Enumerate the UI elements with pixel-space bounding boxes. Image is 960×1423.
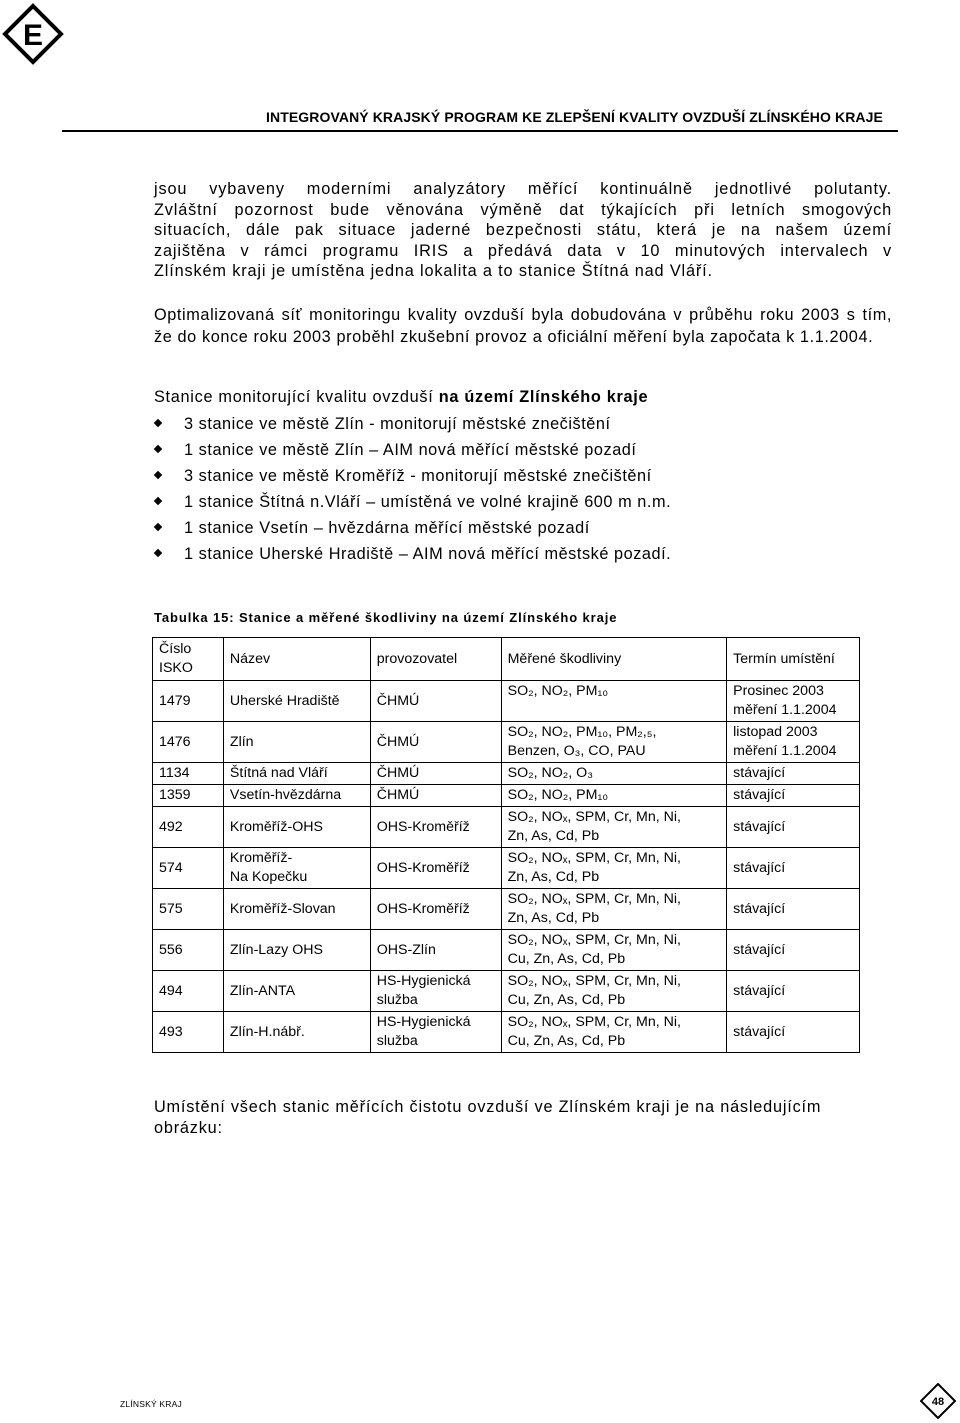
cell-isko xyxy=(153,889,224,930)
paragraph-line: zajištěna v rámci programu IRIS a předává data v 10 minutových intervalech v xyxy=(154,241,892,260)
cell-pollutants xyxy=(501,930,727,971)
cell-name-line: Zlín-Lazy OHS xyxy=(229,941,323,958)
list-item xyxy=(154,438,671,464)
cell-name xyxy=(223,785,370,807)
stations-heading-plain: Stanice monitorující kvalitu ovzduší xyxy=(154,388,439,406)
cell-pollutants xyxy=(501,722,727,763)
list-item xyxy=(154,412,671,438)
cell-operator xyxy=(370,807,501,848)
cell-operator-line: služba xyxy=(376,1033,418,1049)
footer-label: ZLÍNSKÝ KRAJ xyxy=(120,1399,182,1409)
cell-term-line: měření 1.1.2004 xyxy=(733,743,837,759)
cell-term-line: Prosinec 2003 xyxy=(733,683,824,699)
cell-pollutants-line: Zn, As, Cd, Pb xyxy=(507,869,600,885)
cell-isko-line: 574 xyxy=(159,859,183,876)
header-cell-name: Název xyxy=(223,638,370,681)
cell-term xyxy=(727,681,860,722)
table-row xyxy=(153,848,860,889)
cell-operator xyxy=(370,1012,501,1053)
table-row xyxy=(153,681,860,722)
cell-term xyxy=(727,971,860,1012)
cell-isko-line: 1479 xyxy=(159,692,191,709)
cell-pollutants xyxy=(501,889,727,930)
list-item xyxy=(154,464,671,490)
cell-name-line: Uherské Hradiště xyxy=(229,692,340,709)
paragraph-line: Zvláštní pozornost bude věnována výměně dat týkajících při letních smogových xyxy=(154,200,892,219)
header-divider xyxy=(62,130,898,132)
table-header-row xyxy=(153,638,860,681)
cell-operator xyxy=(370,681,501,722)
header-text: ISKO xyxy=(159,660,193,676)
paragraph-text: Optimalizovaná síť monitoringu kvality ovzduší byla dobudována v průběhu roku 2003 s tím, že do konce roku 2003 proběhl zkušební provoz a oficiální měření byla započata k 1.1.2004. xyxy=(154,306,892,346)
cell-operator xyxy=(370,785,501,807)
header-cell-term: Termín umístění xyxy=(727,638,860,681)
cell-operator-line: služba xyxy=(376,992,418,1008)
cell-term-line: listopad 2003 xyxy=(733,724,818,740)
cell-term-line: stávající xyxy=(733,900,786,917)
cell-name xyxy=(223,763,370,785)
cell-term-line: stávající xyxy=(733,765,786,781)
list-item-text: 1 stanice Vsetín – hvězdárna měřící městské pozadí xyxy=(184,519,590,537)
table-row xyxy=(153,889,860,930)
header-text: Číslo xyxy=(159,641,192,657)
cell-pollutants xyxy=(501,807,727,848)
logo-letter: E xyxy=(22,19,44,52)
cell-isko xyxy=(153,681,224,722)
diamond-bullet-icon xyxy=(154,471,162,479)
cell-isko xyxy=(153,971,224,1012)
cell-name-line: Zlín-H.nábř. xyxy=(229,1023,305,1040)
list-item xyxy=(154,490,671,516)
cell-term-line: stávající xyxy=(733,941,786,958)
cell-isko-line: 575 xyxy=(159,900,183,917)
e-logo-icon xyxy=(2,3,64,65)
cell-pollutants xyxy=(501,681,727,722)
cell-operator-line: ČHMÚ xyxy=(376,787,420,803)
page-number: 48 xyxy=(931,1396,945,1408)
cell-pollutants-line: Zn, As, Cd, Pb xyxy=(507,828,600,844)
cell-name-line: Kroměříž-Slovan xyxy=(229,900,336,917)
cell-term xyxy=(727,1012,860,1053)
cell-term-line: stávající xyxy=(733,982,786,999)
list-item-text: 1 stanice Štítná n.Vláří – umístěná ve volné krajině 600 m n.m. xyxy=(184,493,672,511)
paragraph-stations-intro xyxy=(154,179,892,282)
table-row xyxy=(153,1012,860,1053)
cell-term xyxy=(727,930,860,971)
table-row xyxy=(153,722,860,763)
table-row xyxy=(153,930,860,971)
cell-operator-line: OHS-Kroměříž xyxy=(376,900,470,917)
cell-isko xyxy=(153,722,224,763)
cell-isko-line: 492 xyxy=(159,818,183,835)
cell-pollutants xyxy=(501,785,727,807)
table-row xyxy=(153,807,860,848)
table-row xyxy=(153,763,860,785)
cell-name xyxy=(223,807,370,848)
cell-pollutants-line: SO₂, NO₂, O₃ xyxy=(507,765,593,781)
cell-term xyxy=(727,889,860,930)
cell-pollutants-line: SO₂, NOₓ, SPM, Cr, Mn, Ni, xyxy=(507,850,681,866)
header-cell-pollutants: Měřené škodliviny xyxy=(501,638,727,681)
cell-pollutants-line: Benzen, O₃, CO, PAU xyxy=(507,743,646,759)
cell-name xyxy=(223,889,370,930)
cell-isko xyxy=(153,1012,224,1053)
header-cell-isko xyxy=(153,638,224,681)
cell-name xyxy=(223,1012,370,1053)
cell-pollutants-line: SO₂, NOₓ, SPM, Cr, Mn, Ni, xyxy=(507,932,681,948)
cell-operator xyxy=(370,763,501,785)
cell-operator xyxy=(370,930,501,971)
cell-term-line: stávající xyxy=(733,859,786,876)
cell-operator xyxy=(370,889,501,930)
cell-term xyxy=(727,807,860,848)
cell-term xyxy=(727,785,860,807)
diamond-bullet-icon xyxy=(154,497,162,505)
list-item xyxy=(154,516,671,542)
paragraph-line: situacích, dále pak situace jaderné bezpečnosti státu, která je na našem území xyxy=(154,221,892,240)
table-caption: Tabulka 15: Stanice a měřené škodliviny na území Zlínského kraje xyxy=(154,610,618,625)
list-item-text: 3 stanice ve městě Kroměříž - monitorují městské znečištění xyxy=(184,467,652,485)
list-item xyxy=(154,542,671,568)
cell-isko xyxy=(153,930,224,971)
paragraph-line: Zlínském kraji je umístěna jedna lokalita a to stanice Štítná nad Vláří. xyxy=(154,262,713,281)
cell-pollutants-line: Cu, Zn, As, Cd, Pb xyxy=(507,992,626,1008)
cell-name-line: Vsetín-hvězdárna xyxy=(229,787,342,803)
cell-name xyxy=(223,930,370,971)
cell-operator xyxy=(370,971,501,1012)
list-item-text: 1 stanice ve městě Zlín – AIM nová měřící městské pozadí xyxy=(184,441,637,459)
cell-pollutants-line: SO₂, NOₓ, SPM, Cr, Mn, Ni, xyxy=(507,1014,681,1030)
paragraph-optimized-network xyxy=(154,305,892,348)
cell-term-line: stávající xyxy=(733,787,786,803)
cell-pollutants-line: SO₂, NO₂, PM₁₀, PM₂,₅, xyxy=(507,724,657,740)
stations-bullet-list xyxy=(154,412,671,568)
cell-operator xyxy=(370,722,501,763)
diamond-bullet-icon xyxy=(154,549,162,557)
cell-operator-line: ČHMÚ xyxy=(376,733,420,750)
table-body xyxy=(153,681,860,1053)
cell-name xyxy=(223,681,370,722)
cell-pollutants xyxy=(501,763,727,785)
diamond-bullet-icon xyxy=(154,419,162,427)
cell-operator-line: ČHMÚ xyxy=(376,692,420,709)
cell-pollutants-line: SO₂, NOₓ, SPM, Cr, Mn, Ni, xyxy=(507,973,681,989)
cell-term-line: stávající xyxy=(733,818,786,835)
list-item-text: 3 stanice ve městě Zlín - monitorují městské znečištění xyxy=(184,415,611,433)
cell-term-line: měření 1.1.2004 xyxy=(733,702,837,718)
cell-name xyxy=(223,722,370,763)
cell-operator-line: ČHMÚ xyxy=(376,765,420,781)
cell-operator-line: OHS-Zlín xyxy=(376,941,436,958)
cell-operator-line: HS-Hygienická xyxy=(376,1014,471,1030)
stations-table xyxy=(152,637,860,1053)
cell-name-line: Kroměříž- xyxy=(229,850,293,866)
cell-pollutants xyxy=(501,848,727,889)
cell-term xyxy=(727,763,860,785)
cell-pollutants-line: SO₂, NOₓ, SPM, Cr, Mn, Ni, xyxy=(507,809,681,825)
cell-isko-line: 1134 xyxy=(159,765,190,781)
cell-pollutants xyxy=(501,971,727,1012)
cell-isko-line: 1476 xyxy=(159,733,191,750)
cell-operator-line: OHS-Kroměříž xyxy=(376,818,470,835)
cell-term xyxy=(727,848,860,889)
cell-name xyxy=(223,848,370,889)
cell-name xyxy=(223,971,370,1012)
header-cell-operator: provozovatel xyxy=(370,638,501,681)
cell-isko-line: 493 xyxy=(159,1023,183,1040)
cell-name-line: Zlín-ANTA xyxy=(229,982,296,999)
document-header-title: INTEGROVANÝ KRAJSKÝ PROGRAM KE ZLEPŠENÍ KVALITY OVZDUŠÍ ZLÍNSKÉHO KRAJE xyxy=(266,109,883,125)
page-number-badge xyxy=(920,1383,956,1419)
stations-heading-bold: na území Zlínského kraje xyxy=(438,388,649,406)
cell-pollutants-line: SO₂, NOₓ, SPM, Cr, Mn, Ni, xyxy=(507,891,681,907)
paragraph-line: jsou vybaveny moderními analyzátory měřící kontinuálně jednotlivé polutanty. xyxy=(154,180,892,198)
cell-operator-line: OHS-Kroměříž xyxy=(376,859,470,876)
cell-isko-line: 1359 xyxy=(159,787,191,803)
cell-isko xyxy=(153,807,224,848)
table-row xyxy=(153,971,860,1012)
cell-pollutants-line: Cu, Zn, As, Cd, Pb xyxy=(507,951,626,967)
diamond-bullet-icon xyxy=(154,445,162,453)
cell-isko-line: 494 xyxy=(159,982,183,999)
cell-isko xyxy=(153,785,224,807)
cell-pollutants-line: Cu, Zn, As, Cd, Pb xyxy=(507,1033,626,1049)
table-row xyxy=(153,785,860,807)
cell-name-line: Zlín xyxy=(229,733,254,750)
cell-isko-line: 556 xyxy=(159,941,183,958)
cell-pollutants-line: SO₂, NO₂, PM₁₀ xyxy=(507,787,609,803)
cell-pollutants-line: Zn, As, Cd, Pb xyxy=(507,910,600,926)
cell-name-line: Na Kopečku xyxy=(229,869,308,885)
list-item-text: 1 stanice Uherské Hradiště – AIM nová měřící městské pozadí. xyxy=(184,545,672,563)
cell-name-line: Štítná nad Vláří xyxy=(229,765,328,781)
cell-isko xyxy=(153,763,224,785)
cell-pollutants-line: SO₂, NO₂, PM₁₀ xyxy=(507,683,609,699)
cell-isko xyxy=(153,848,224,889)
closing-paragraph: Umístění všech stanic měřících čistotu ovzduší ve Zlínském kraji je na následujícím obrázku: xyxy=(154,1098,822,1137)
cell-term xyxy=(727,722,860,763)
cell-name-line: Kroměříž-OHS xyxy=(229,818,323,835)
diamond-bullet-icon xyxy=(154,523,162,531)
cell-term-line: stávající xyxy=(733,1023,786,1040)
stations-heading xyxy=(154,388,648,407)
cell-pollutants xyxy=(501,1012,727,1053)
cell-operator-line: HS-Hygienická xyxy=(376,973,471,989)
cell-operator xyxy=(370,848,501,889)
